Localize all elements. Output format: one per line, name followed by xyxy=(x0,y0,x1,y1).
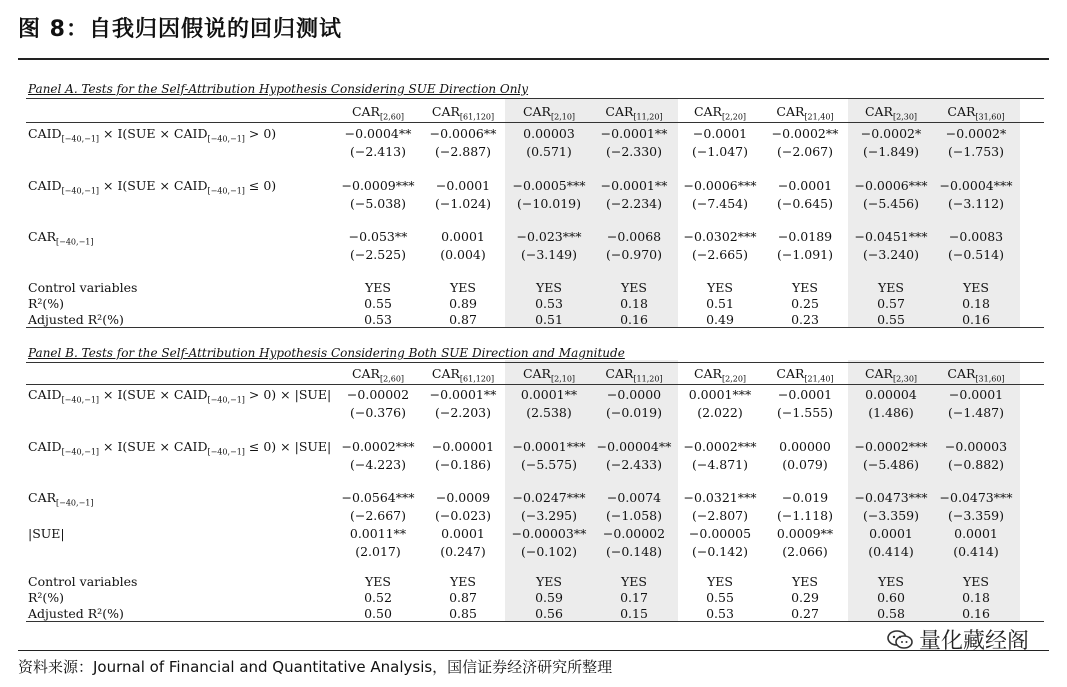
stat-value: 0.55 xyxy=(706,590,734,605)
column-header-sub: [21,40] xyxy=(804,374,834,384)
t-stat-cell: (2.066) xyxy=(782,544,828,559)
stat-value: 0.49 xyxy=(706,312,734,327)
stat-value: YES xyxy=(621,574,647,589)
stat-value: 0.89 xyxy=(449,296,477,311)
stat-value: YES xyxy=(536,574,562,589)
label-part: × I(SUE × CAID xyxy=(99,126,208,141)
coefficient-cell: 0.0001 xyxy=(441,526,485,541)
column-header-base: CAR xyxy=(864,104,893,119)
header-rule xyxy=(26,122,1044,123)
coefficient-cell: −0.0302*** xyxy=(683,229,757,244)
t-stat-cell: (−2.525) xyxy=(349,247,407,262)
t-stat-cell: (−1.047) xyxy=(691,144,749,159)
coefficient-cell: −0.0083 xyxy=(948,229,1004,244)
column-header-sub: [21,40] xyxy=(804,112,834,122)
coefficient-cell: −0.0002*** xyxy=(341,439,415,454)
coefficient-cell: 0.0009** xyxy=(776,526,834,541)
coefficient-cell: −0.0002* xyxy=(860,126,922,141)
row-label xyxy=(28,439,331,457)
column-header xyxy=(352,366,404,384)
column-header-base: CAR xyxy=(522,366,551,381)
coefficient-cell: 0.00004 xyxy=(865,387,917,402)
figure-title: 图 8：自我归因假说的回归测试 xyxy=(18,17,342,42)
column-header xyxy=(865,366,917,384)
column-header-sub: [2,60] xyxy=(379,112,405,122)
t-stat-cell: (−3.240) xyxy=(862,247,920,262)
label-part: |SUE| xyxy=(28,526,65,541)
column-header-base: CAR xyxy=(693,104,722,119)
column-header-sub: [2,10] xyxy=(550,112,576,122)
stat-label: R²(%) xyxy=(28,296,65,311)
t-stat-cell: (−1.753) xyxy=(947,144,1005,159)
t-stat-cell: (−0.142) xyxy=(691,544,749,559)
coefficient-cell: −0.0451*** xyxy=(854,229,928,244)
column-header-sub: [2,10] xyxy=(550,374,576,384)
label-part: [−40,−1] xyxy=(207,395,245,405)
t-stat-cell: (−0.645) xyxy=(776,196,834,211)
column-header-sub: [2,20] xyxy=(721,112,747,122)
stat-value: 0.56 xyxy=(535,606,563,621)
watermark-text: 量化藏经阁 xyxy=(918,629,1029,654)
t-stat-cell: (−3.149) xyxy=(520,247,578,262)
stat-value: YES xyxy=(365,574,391,589)
coefficient-cell: −0.00005 xyxy=(688,526,752,541)
stat-value: 0.16 xyxy=(962,312,990,327)
label-part: CAID xyxy=(28,387,62,402)
t-stat-cell: (−4.223) xyxy=(349,457,407,472)
t-stat-cell: (0.414) xyxy=(868,544,914,559)
column-header-base: CAR xyxy=(431,104,460,119)
stat-label: R²(%) xyxy=(28,590,65,605)
stat-label: Adjusted R²(%) xyxy=(28,312,124,327)
stat-value: 0.87 xyxy=(449,312,477,327)
stat-value: YES xyxy=(621,280,647,295)
label-part: CAID xyxy=(28,126,62,141)
column-header xyxy=(776,366,833,384)
t-stat-cell: (−1.118) xyxy=(776,508,834,523)
column-header xyxy=(352,104,404,122)
coefficient-cell: −0.0005*** xyxy=(512,178,586,193)
coefficient-cell: −0.0189 xyxy=(777,229,833,244)
t-stat-cell: (0.079) xyxy=(782,457,828,472)
t-stat-cell: (−1.849) xyxy=(862,144,920,159)
row-label xyxy=(28,229,93,247)
stat-label: Control variables xyxy=(28,280,138,295)
column-header-sub: [11,20] xyxy=(633,374,663,384)
label-part: [−40,−1] xyxy=(56,498,94,508)
panel-title: Panel A. Tests for the Self-Attribution Hypothesis Considering SUE Direction Only xyxy=(28,82,529,96)
row-label xyxy=(28,526,65,541)
t-stat-cell: (−1.487) xyxy=(947,405,1005,420)
coefficient-cell: −0.023*** xyxy=(516,229,582,244)
panel-bottom-rule xyxy=(26,327,1044,328)
label-part: CAID xyxy=(28,178,62,193)
t-stat-cell: (−2.887) xyxy=(434,144,492,159)
coefficient-cell: −0.0321*** xyxy=(683,490,757,505)
row-label xyxy=(28,387,331,405)
stat-value: 0.87 xyxy=(449,590,477,605)
t-stat-cell: (−7.454) xyxy=(691,196,749,211)
t-stat-cell: (−1.091) xyxy=(776,247,834,262)
t-stat-cell: (−3.295) xyxy=(520,508,578,523)
coefficient-cell: −0.0473*** xyxy=(939,490,1013,505)
coefficient-cell: 0.00000 xyxy=(779,439,831,454)
stat-value: 0.18 xyxy=(962,296,990,311)
stat-value: 0.16 xyxy=(620,312,648,327)
header-rule xyxy=(26,384,1044,385)
coefficient-cell: −0.0247*** xyxy=(512,490,586,505)
panel-bottom-rule xyxy=(26,621,1044,622)
stat-value: 0.18 xyxy=(620,296,648,311)
coefficient-cell: −0.0009 xyxy=(435,490,491,505)
stat-value: 0.57 xyxy=(877,296,905,311)
coefficient-cell: −0.0068 xyxy=(606,229,662,244)
t-stat-cell: (−5.456) xyxy=(862,196,920,211)
column-header-base: CAR xyxy=(947,104,976,119)
t-stat-cell: (2.538) xyxy=(526,405,572,420)
label-part: [−40,−1] xyxy=(61,186,100,196)
stat-value: 0.59 xyxy=(535,590,563,605)
stat-value: 0.50 xyxy=(364,606,392,621)
t-stat-cell: (1.486) xyxy=(868,405,914,420)
column-header-base: CAR xyxy=(864,366,893,381)
stat-label: Control variables xyxy=(28,574,138,589)
coefficient-cell: −0.00002 xyxy=(602,526,666,541)
coefficient-cell: −0.00003** xyxy=(511,526,587,541)
stat-value: 0.15 xyxy=(620,606,648,621)
t-stat-cell: (2.022) xyxy=(697,405,743,420)
coefficient-cell: −0.0000 xyxy=(606,387,662,402)
stat-value: 0.52 xyxy=(364,590,392,605)
column-header-sub: [2,30] xyxy=(892,112,918,122)
t-stat-cell: (0.004) xyxy=(440,247,486,262)
t-stat-cell: (−1.024) xyxy=(434,196,492,211)
coefficient-cell: −0.0001 xyxy=(435,178,491,193)
label-part: CAID xyxy=(28,439,62,454)
coefficient-cell: −0.0004*** xyxy=(939,178,1013,193)
coefficient-cell: −0.0002* xyxy=(945,126,1007,141)
column-header-base: CAR xyxy=(605,366,634,381)
panel-top-rule xyxy=(26,362,1044,363)
column-header-base: CAR xyxy=(693,366,722,381)
coefficient-cell: −0.0004** xyxy=(344,126,412,141)
stat-value: YES xyxy=(536,280,562,295)
t-stat-cell: (−1.555) xyxy=(776,405,834,420)
t-stat-cell: (−0.882) xyxy=(947,457,1005,472)
t-stat-cell: (−2.203) xyxy=(434,405,492,420)
stat-value: 0.17 xyxy=(620,590,648,605)
coefficient-cell: −0.019 xyxy=(781,490,829,505)
coefficient-cell: 0.0001 xyxy=(441,229,485,244)
stat-value: YES xyxy=(878,574,904,589)
coefficient-cell: −0.00001 xyxy=(431,439,495,454)
stat-value: YES xyxy=(792,280,818,295)
t-stat-cell: (−2.665) xyxy=(691,247,749,262)
column-header-base: CAR xyxy=(431,366,460,381)
label-part: [−40,−1] xyxy=(207,447,245,457)
coefficient-cell: −0.0074 xyxy=(606,490,662,505)
t-stat-cell: (0.247) xyxy=(440,544,486,559)
stat-value: YES xyxy=(878,280,904,295)
stat-value: 0.85 xyxy=(449,606,477,621)
coefficient-cell: 0.0001 xyxy=(869,526,913,541)
label-part: > 0) xyxy=(244,126,277,141)
t-stat-cell: (−3.359) xyxy=(947,508,1005,523)
column-header-sub: [61,120] xyxy=(459,112,495,122)
t-stat-cell: (−2.807) xyxy=(691,508,749,523)
coefficient-cell: −0.053** xyxy=(348,229,408,244)
panel-title: Panel B. Tests for the Self-Attribution Hypothesis Considering Both SUE Direction and Magnitude xyxy=(28,346,625,360)
coefficient-cell: 0.0001 xyxy=(954,526,998,541)
coefficient-cell: −0.0001 xyxy=(948,387,1004,402)
column-header xyxy=(523,104,575,122)
column-header-base: CAR xyxy=(605,104,634,119)
label-part: [−40,−1] xyxy=(61,395,100,405)
stat-value: 0.55 xyxy=(877,312,905,327)
column-header-sub: [11,20] xyxy=(633,112,663,122)
coefficient-cell: 0.0011** xyxy=(349,526,407,541)
column-header xyxy=(523,366,575,384)
stat-value: 0.53 xyxy=(364,312,392,327)
label-part: [−40,−1] xyxy=(61,447,100,457)
t-stat-cell: (−2.067) xyxy=(776,144,834,159)
t-stat-cell: (−4.871) xyxy=(691,457,749,472)
t-stat-cell: (−0.186) xyxy=(434,457,492,472)
label-part: [−40,−1] xyxy=(207,134,245,144)
coefficient-cell: −0.0001 xyxy=(777,387,833,402)
column-header xyxy=(776,104,833,122)
row-label xyxy=(28,126,276,144)
stat-value: 0.18 xyxy=(962,590,990,605)
coefficient-cell: −0.0009*** xyxy=(341,178,415,193)
panel-top-rule xyxy=(26,98,1044,99)
column-header-sub: [2,60] xyxy=(379,374,405,384)
column-header-sub: [61,120] xyxy=(459,374,495,384)
watermark xyxy=(887,624,1029,655)
coefficient-cell: −0.0002*** xyxy=(854,439,928,454)
t-stat-cell: (−3.359) xyxy=(862,508,920,523)
label-part: ≤ 0) × |SUE| xyxy=(244,439,332,454)
stat-value: 0.25 xyxy=(791,296,819,311)
stat-value: 0.51 xyxy=(535,312,563,327)
t-stat-cell: (2.017) xyxy=(355,544,401,559)
stat-value: 0.51 xyxy=(706,296,734,311)
stat-value: 0.58 xyxy=(877,606,905,621)
coefficient-cell: −0.0001** xyxy=(600,126,668,141)
column-header xyxy=(605,104,662,122)
coefficient-cell: −0.0006*** xyxy=(854,178,928,193)
coefficient-cell: −0.0002*** xyxy=(683,439,757,454)
label-part: × I(SUE × CAID xyxy=(99,387,208,402)
stat-value: 0.27 xyxy=(791,606,819,621)
stat-value: 0.16 xyxy=(962,606,990,621)
t-stat-cell: (−0.514) xyxy=(947,247,1005,262)
row-label xyxy=(28,490,93,508)
label-part: × I(SUE × CAID xyxy=(99,439,208,454)
t-stat-cell: (−2.330) xyxy=(605,144,663,159)
t-stat-cell: (−0.376) xyxy=(349,405,407,420)
coefficient-cell: 0.00003 xyxy=(523,126,575,141)
coefficient-cell: 0.0001*** xyxy=(688,387,752,402)
t-stat-cell: (0.571) xyxy=(526,144,572,159)
stat-label: Adjusted R²(%) xyxy=(28,606,124,621)
coefficient-cell: −0.0001*** xyxy=(512,439,586,454)
column-header-sub: [2,20] xyxy=(721,374,747,384)
t-stat-cell: (−2.234) xyxy=(605,196,663,211)
t-stat-cell: (−2.433) xyxy=(605,457,663,472)
stat-value: YES xyxy=(963,574,989,589)
t-stat-cell: (−0.970) xyxy=(605,247,663,262)
coefficient-cell: −0.0564*** xyxy=(341,490,415,505)
stat-value: YES xyxy=(450,574,476,589)
label-part: [−40,−1] xyxy=(56,237,94,247)
t-stat-cell: (−0.148) xyxy=(605,544,663,559)
label-part: CAR xyxy=(28,229,57,244)
coefficient-cell: −0.0002** xyxy=(771,126,839,141)
column-header xyxy=(432,366,494,384)
t-stat-cell: (−5.486) xyxy=(862,457,920,472)
stat-value: YES xyxy=(707,574,733,589)
coefficient-cell: −0.0001** xyxy=(600,178,668,193)
label-part: CAR xyxy=(28,490,57,505)
label-part: × I(SUE × CAID xyxy=(99,178,208,193)
label-part: [−40,−1] xyxy=(207,186,245,196)
t-stat-cell: (−0.019) xyxy=(605,405,663,420)
t-stat-cell: (−2.667) xyxy=(349,508,407,523)
t-stat-cell: (−2.413) xyxy=(349,144,407,159)
t-stat-cell: (−5.038) xyxy=(349,196,407,211)
row-label xyxy=(28,178,276,196)
label-part: [−40,−1] xyxy=(61,134,100,144)
column-header-sub: [31,60] xyxy=(975,374,1005,384)
coefficient-cell: 0.0001** xyxy=(520,387,578,402)
column-header xyxy=(694,104,746,122)
column-header xyxy=(605,366,662,384)
stat-value: YES xyxy=(792,574,818,589)
stat-value: 0.53 xyxy=(706,606,734,621)
t-stat-cell: (−0.102) xyxy=(520,544,578,559)
column-header xyxy=(865,104,917,122)
coefficient-cell: −0.00004** xyxy=(596,439,672,454)
column-header-sub: [2,30] xyxy=(892,374,918,384)
coefficient-cell: −0.00002 xyxy=(346,387,410,402)
column-header xyxy=(947,366,1004,384)
label-part: ≤ 0) xyxy=(244,178,277,193)
column-header-base: CAR xyxy=(947,366,976,381)
stat-value: YES xyxy=(707,280,733,295)
stat-value: 0.55 xyxy=(364,296,392,311)
column-header-base: CAR xyxy=(776,104,805,119)
wechat-icon xyxy=(887,630,913,650)
column-header-base: CAR xyxy=(776,366,805,381)
stat-value: YES xyxy=(963,280,989,295)
t-stat-cell: (0.414) xyxy=(953,544,999,559)
t-stat-cell: (−1.058) xyxy=(605,508,663,523)
label-part: > 0) × |SUE| xyxy=(244,387,332,402)
coefficient-cell: −0.0006** xyxy=(429,126,497,141)
stat-value: 0.23 xyxy=(791,312,819,327)
t-stat-cell: (−10.019) xyxy=(517,196,581,211)
column-header xyxy=(432,104,494,122)
coefficient-cell: −0.00003 xyxy=(944,439,1008,454)
column-header-base: CAR xyxy=(351,104,380,119)
stat-value: YES xyxy=(365,280,391,295)
coefficient-cell: −0.0006*** xyxy=(683,178,757,193)
stat-value: YES xyxy=(450,280,476,295)
stat-value: 0.29 xyxy=(791,590,819,605)
t-stat-cell: (−0.023) xyxy=(434,508,492,523)
top-rule xyxy=(18,58,1049,60)
coefficient-cell: −0.0001 xyxy=(777,178,833,193)
column-header-sub: [31,60] xyxy=(975,112,1005,122)
column-header xyxy=(694,366,746,384)
column-header-base: CAR xyxy=(351,366,380,381)
t-stat-cell: (−3.112) xyxy=(947,196,1005,211)
source-note: 资料来源：Journal of Financial and Quantitative Analysis，国信证券经济研究所整理 xyxy=(18,658,613,676)
coefficient-cell: −0.0001** xyxy=(429,387,497,402)
stat-value: 0.60 xyxy=(877,590,905,605)
column-header xyxy=(947,104,1004,122)
stat-value: 0.53 xyxy=(535,296,563,311)
t-stat-cell: (−5.575) xyxy=(520,457,578,472)
coefficient-cell: −0.0473*** xyxy=(854,490,928,505)
coefficient-cell: −0.0001 xyxy=(692,126,748,141)
column-header-base: CAR xyxy=(522,104,551,119)
